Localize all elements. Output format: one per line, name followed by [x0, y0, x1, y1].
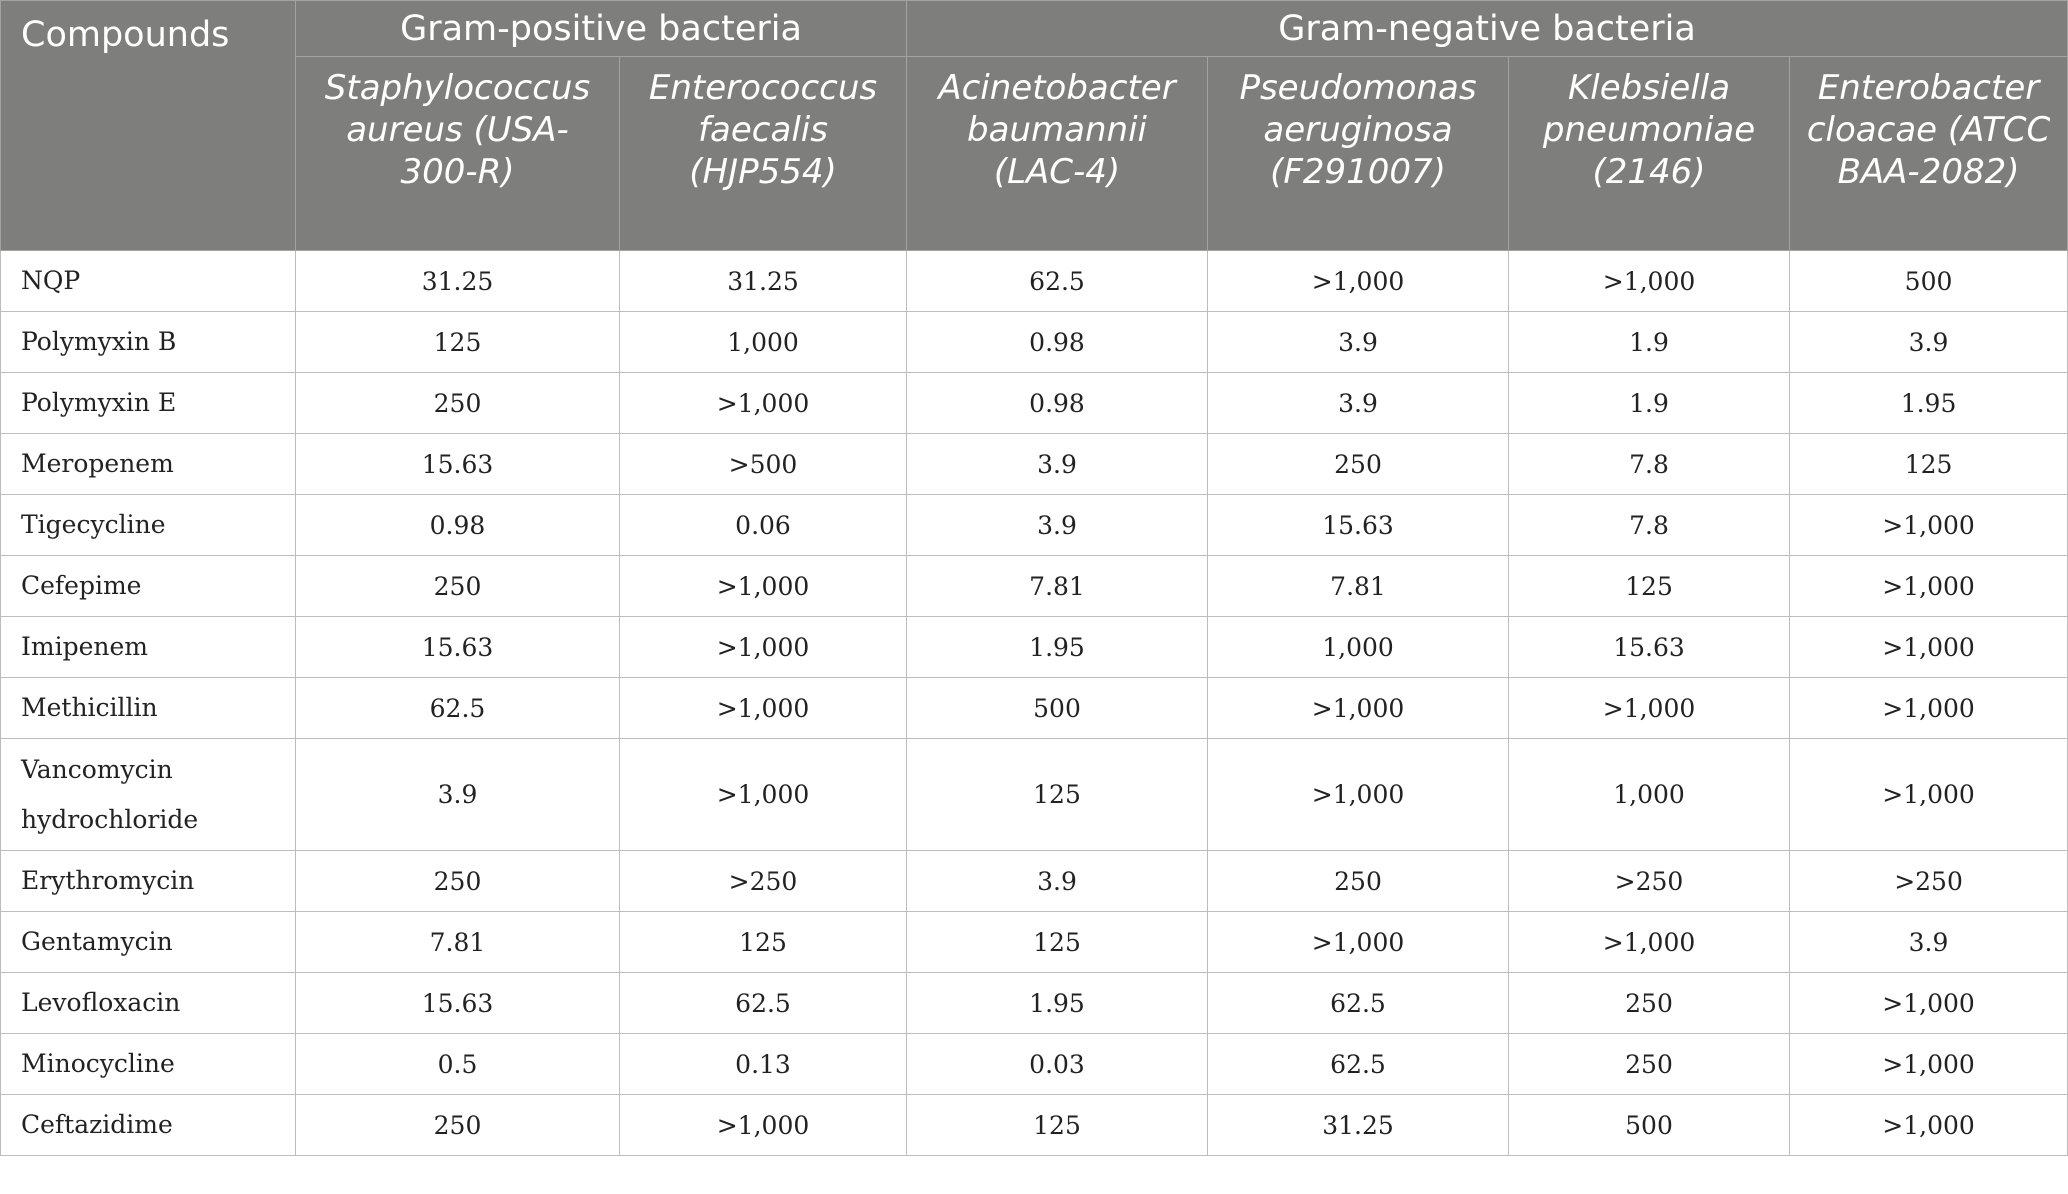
mic-value-cell: 3.9	[1208, 312, 1509, 373]
compound-name: Polymyxin B	[1, 312, 296, 373]
mic-value-cell: 3.9	[907, 434, 1208, 495]
compound-name: Polymyxin E	[1, 373, 296, 434]
mic-value-cell: >1,000	[1208, 912, 1509, 973]
mic-value-cell: 7.81	[1208, 556, 1509, 617]
compound-name: Gentamycin	[1, 912, 296, 973]
mic-value-cell: 3.9	[1790, 312, 2068, 373]
table-row	[1, 434, 2068, 495]
mic-value-cell: 0.98	[907, 312, 1208, 373]
gram-negative-header: Gram-negative bacteria	[907, 1, 2068, 57]
table-row	[1, 739, 2068, 851]
table-row	[1, 617, 2068, 678]
table-row	[1, 1034, 2068, 1095]
compound-name: Minocycline	[1, 1034, 296, 1095]
compound-name: Cefepime	[1, 556, 296, 617]
mic-value-cell: >1,000	[620, 739, 907, 851]
mic-value-cell: 1,000	[620, 312, 907, 373]
header-row-groups	[1, 1, 2068, 57]
compound-name: Erythromycin	[1, 851, 296, 912]
mic-value-cell: 0.5	[296, 1034, 620, 1095]
table-row	[1, 1095, 2068, 1156]
mic-value-cell: >1,000	[620, 678, 907, 739]
mic-value-cell: 500	[907, 678, 1208, 739]
compound-name: Vancomycin hydrochloride	[1, 739, 296, 851]
mic-value-cell: 1,000	[1509, 739, 1790, 851]
mic-value-cell: 125	[1790, 434, 2068, 495]
gram-positive-header: Gram-positive bacteria	[296, 1, 907, 57]
compound-name: Methicillin	[1, 678, 296, 739]
mic-value-cell: 7.8	[1509, 495, 1790, 556]
compound-name: Tigecycline	[1, 495, 296, 556]
mic-value-cell: 7.81	[296, 912, 620, 973]
mic-value-cell: 1.9	[1509, 312, 1790, 373]
species-header: Staphylococcus aureus (USA-300-R)	[296, 57, 620, 251]
mic-value-cell: 250	[1509, 1034, 1790, 1095]
mic-value-cell: 500	[1790, 251, 2068, 312]
table-row	[1, 851, 2068, 912]
mic-value-cell: 3.9	[296, 739, 620, 851]
compounds-header: Compounds	[1, 1, 296, 251]
mic-value-cell: 125	[296, 312, 620, 373]
mic-value-cell: 250	[296, 556, 620, 617]
compound-name: Imipenem	[1, 617, 296, 678]
mic-value-cell: 1.95	[907, 617, 1208, 678]
mic-value-cell: >1,000	[620, 617, 907, 678]
mic-value-cell: 31.25	[296, 251, 620, 312]
header-row-species	[1, 57, 2068, 251]
species-header: Enterobacter cloacae (ATCC BAA-2082)	[1790, 57, 2068, 251]
mic-value-cell: >1,000	[1790, 617, 2068, 678]
mic-value-cell: 62.5	[296, 678, 620, 739]
mic-value-cell: 3.9	[1208, 373, 1509, 434]
mic-value-cell: >1,000	[1208, 678, 1509, 739]
mic-value-cell: >1,000	[1509, 251, 1790, 312]
mic-value-cell: 0.03	[907, 1034, 1208, 1095]
mic-value-cell: 62.5	[907, 251, 1208, 312]
mic-value-cell: 15.63	[296, 617, 620, 678]
mic-value-cell: >1,000	[1790, 678, 2068, 739]
mic-value-cell: 15.63	[296, 973, 620, 1034]
table-row	[1, 373, 2068, 434]
mic-value-cell: 1.95	[907, 973, 1208, 1034]
mic-value-cell: >250	[1790, 851, 2068, 912]
table-row	[1, 312, 2068, 373]
mic-value-cell: 250	[296, 1095, 620, 1156]
mic-value-cell: >1,000	[620, 373, 907, 434]
mic-value-cell: >1,000	[620, 556, 907, 617]
mic-value-cell: >1,000	[1509, 678, 1790, 739]
mic-value-cell: 0.98	[907, 373, 1208, 434]
mic-value-cell: 7.8	[1509, 434, 1790, 495]
species-header: Klebsiella pneumoniae (2146)	[1509, 57, 1790, 251]
mic-value-cell: 1,000	[1208, 617, 1509, 678]
species-header: Acinetobacter baumannii (LAC-4)	[907, 57, 1208, 251]
mic-value-cell: 7.81	[907, 556, 1208, 617]
mic-value-cell: >1,000	[1208, 739, 1509, 851]
mic-value-cell: >1,000	[1790, 973, 2068, 1034]
mic-value-cell: >1,000	[1790, 556, 2068, 617]
table-row	[1, 912, 2068, 973]
mic-value-cell: 250	[1208, 434, 1509, 495]
mic-value-cell: >1,000	[1208, 251, 1509, 312]
species-header: Enterococcus faecalis (HJP554)	[620, 57, 907, 251]
mic-value-cell: 15.63	[1509, 617, 1790, 678]
mic-value-cell: 125	[620, 912, 907, 973]
table-row	[1, 251, 2068, 312]
mic-value-cell: 250	[296, 373, 620, 434]
mic-value-cell: 3.9	[1790, 912, 2068, 973]
mic-value-cell: 3.9	[907, 851, 1208, 912]
mic-value-cell: 125	[907, 739, 1208, 851]
mic-value-cell: >1,000	[1790, 1034, 2068, 1095]
mic-value-cell: 125	[1509, 556, 1790, 617]
mic-value-cell: >1,000	[1790, 739, 2068, 851]
table-row	[1, 973, 2068, 1034]
mic-value-cell: 1.95	[1790, 373, 2068, 434]
mic-value-cell: 3.9	[907, 495, 1208, 556]
compound-name: NQP	[1, 251, 296, 312]
mic-value-cell: >500	[620, 434, 907, 495]
table-row	[1, 495, 2068, 556]
mic-value-cell: 0.98	[296, 495, 620, 556]
mic-value-cell: 250	[1509, 973, 1790, 1034]
mic-value-cell: 500	[1509, 1095, 1790, 1156]
table-row	[1, 678, 2068, 739]
mic-value-cell: 250	[296, 851, 620, 912]
mic-value-cell: 15.63	[1208, 495, 1509, 556]
mic-value-cell: 62.5	[1208, 973, 1509, 1034]
mic-value-cell: 62.5	[620, 973, 907, 1034]
species-header: Pseudomonas aeruginosa (F291007)	[1208, 57, 1509, 251]
mic-value-cell: 1.9	[1509, 373, 1790, 434]
mic-value-cell: 31.25	[620, 251, 907, 312]
mic-value-cell: >1,000	[1790, 495, 2068, 556]
mic-value-cell: >1,000	[1790, 1095, 2068, 1156]
mic-value-cell: 31.25	[1208, 1095, 1509, 1156]
mic-value-cell: 0.06	[620, 495, 907, 556]
table-row	[1, 556, 2068, 617]
mic-value-cell: >1,000	[1509, 912, 1790, 973]
mic-value-cell: 250	[1208, 851, 1509, 912]
mic-value-cell: >250	[1509, 851, 1790, 912]
compound-name: Ceftazidime	[1, 1095, 296, 1156]
compound-name: Levofloxacin	[1, 973, 296, 1034]
mic-value-cell: 125	[907, 912, 1208, 973]
mic-value-cell: 15.63	[296, 434, 620, 495]
table-body	[1, 251, 2068, 1156]
table-header	[1, 1, 2068, 251]
mic-value-cell: 62.5	[1208, 1034, 1509, 1095]
mic-value-cell: >250	[620, 851, 907, 912]
compound-name: Meropenem	[1, 434, 296, 495]
mic-value-cell: 125	[907, 1095, 1208, 1156]
mic-value-cell: >1,000	[620, 1095, 907, 1156]
mic-value-cell: 0.13	[620, 1034, 907, 1095]
